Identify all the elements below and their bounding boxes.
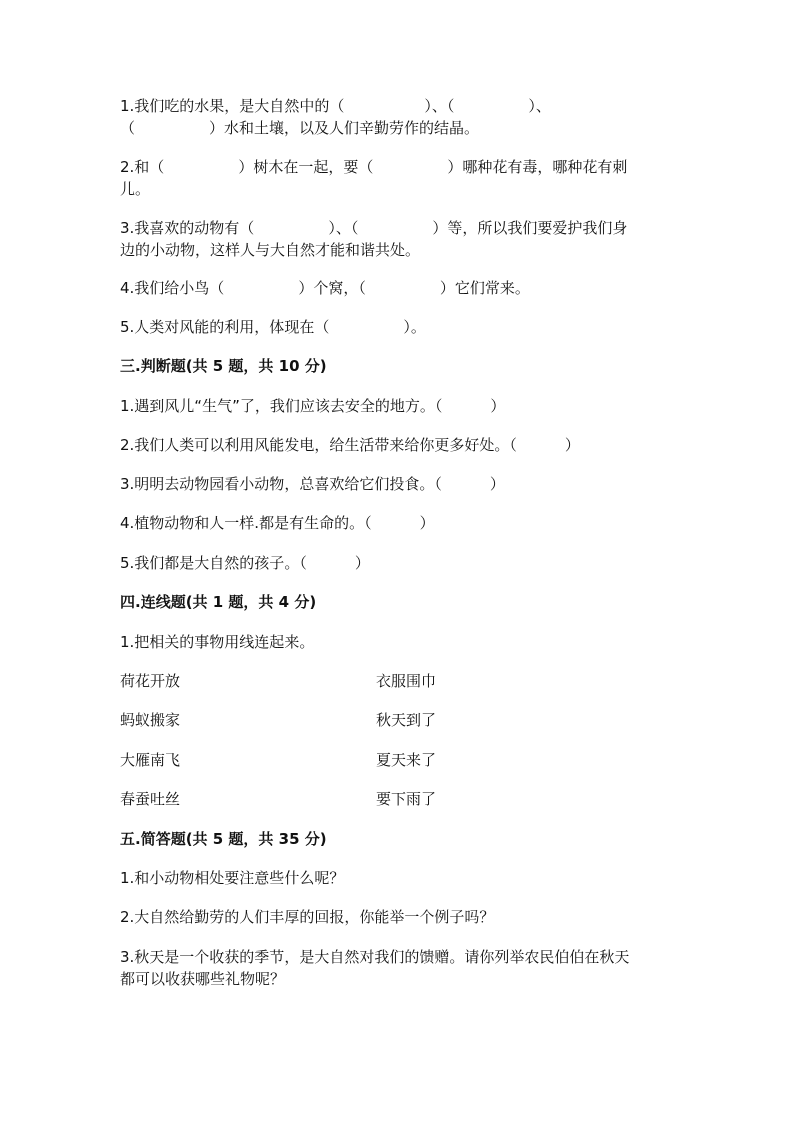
fill-q4 [120, 277, 530, 299]
match-left-4: 春蚕吐丝 [120, 790, 181, 808]
judge-q3 [120, 473, 505, 495]
q5-text-b: ）。 [403, 318, 426, 336]
q1-text-b: ）、（ [424, 97, 455, 115]
q4-text-c: ）它们常来。 [439, 279, 530, 297]
judge-q2-text: 2.我们人类可以利用风能发电，给生活带来给你更多好处。（ [120, 436, 517, 454]
q2-text-b: ）树木在一起，要（ [238, 158, 374, 176]
q2-text-c: ）哪种花有毒，哪种花有刺 [447, 158, 628, 176]
match-right-4: 要下雨了 [376, 790, 437, 808]
short-q2: 2.大自然给勤劳的人们丰厚的回报，你能举一个例子吗？ [120, 908, 495, 926]
match-q1: 1.把相关的事物用线连起来。 [120, 633, 315, 651]
q4-text-b: ）个窝，（ [298, 279, 366, 297]
judge-q4 [120, 512, 435, 534]
judge-q4-text: 4.植物动物和人一样.都是有生命的。（ [120, 514, 372, 532]
q1-text-c: ）、 [528, 97, 551, 115]
q4-text-a: 4.我们给小鸟（ [120, 279, 225, 297]
judge-q5-text: 5.我们都是大自然的孩子。（ [120, 554, 307, 572]
q3-text-a: 3.我喜欢的动物有（ [120, 219, 255, 237]
q3-text-c: ）等，所以我们要爱护我们身 [432, 219, 628, 237]
judge-q2 [120, 434, 580, 456]
short-q1: 1.和小动物相处要注意些什么呢？ [120, 869, 345, 887]
fill-q2-line2 [120, 178, 150, 200]
q2-text-a: 2.和（ [120, 158, 165, 176]
fill-q2-line1 [120, 156, 627, 178]
short-q3-line1: 3.秋天是一个收获的季节，是大自然对我们的馈赠。请你列举农民伯伯在秋天 [120, 948, 630, 966]
match-left-1: 荷花开放 [120, 672, 181, 690]
judge-q5-close: ） [354, 554, 370, 572]
fill-q3-line2 [120, 239, 420, 261]
judge-q5 [120, 552, 370, 574]
match-right-3: 夏天来了 [376, 751, 437, 769]
q1-text-d: （ [120, 119, 136, 137]
judge-q3-text: 3.明明去动物园看小动物，总喜欢给它们投食。（ [120, 475, 442, 493]
judge-q1 [120, 395, 505, 417]
fill-q1-line1 [120, 95, 551, 117]
q3-text-b: ）、（ [328, 219, 359, 237]
q5-text-a: 5.人类对风能的利用，体现在（ [120, 318, 330, 336]
section4-heading: 四.连线题(共 1 题，共 4 分) [120, 593, 317, 611]
short-q3-line2: 都可以收获哪些礼物呢？ [120, 970, 286, 988]
section3-heading: 三.判断题(共 5 题，共 10 分) [120, 357, 327, 375]
match-right-2: 秋天到了 [376, 711, 437, 729]
judge-q4-close: ） [419, 514, 435, 532]
fill-q3-line1 [120, 217, 627, 239]
q3-text-d: 边的小动物，这样人与大自然才能和谐共处。 [120, 241, 421, 259]
judge-q2-close: ） [564, 436, 580, 454]
judge-q1-text: 1.遇到风儿“生气”了，我们应该去安全的地方。（ [120, 397, 443, 415]
section5-heading: 五.简答题(共 5 题，共 35 分) [120, 830, 327, 848]
q2-text-d: 儿。 [120, 180, 151, 198]
match-left-2: 蚂蚁搬家 [120, 711, 181, 729]
fill-q5 [120, 316, 426, 338]
judge-q1-close: ） [490, 397, 506, 415]
match-right-1: 衣服围巾 [376, 672, 437, 690]
judge-q3-close: ） [489, 475, 505, 493]
fill-q1-line2 [120, 117, 479, 139]
q1-text-a: 1.我们吃的水果，是大自然中的（ [120, 97, 345, 115]
match-left-3: 大雁南飞 [120, 751, 181, 769]
q1-text-e: ）水和土壤，以及人们辛勤劳作的结晶。 [209, 119, 480, 137]
